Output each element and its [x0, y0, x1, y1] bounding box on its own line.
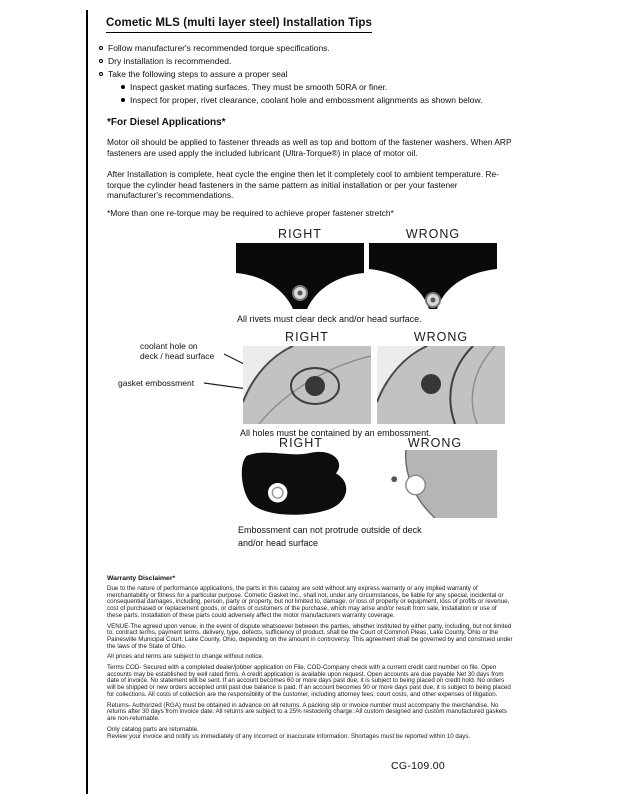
rivet-right-diagram: [236, 243, 364, 309]
page-code: CG-109.00: [391, 760, 446, 772]
rivet-caption: All rivets must clear deck and/or head surface.: [237, 314, 422, 324]
warranty-paragraph: Review your invoice and notify us immediately of any incorrect or inaccurate information. Shortages must be reported within 10 days.: [107, 733, 471, 741]
wrong-column-label: WRONG: [405, 227, 461, 241]
diesel-applications-heading: *For Diesel Applications*: [107, 117, 226, 128]
rivet-wrong-diagram: [369, 243, 497, 309]
coolant-right-diagram: [243, 346, 371, 424]
embossment-right-diagram: [237, 450, 365, 518]
warranty-paragraph: Due to the nature of performance applications, the parts in this catalog are sold without any express warranty or any implied warranty of merchantability or fitness for a particular purpose. Cometic Gasket Inc., shall not, under any circumstances, be liable for any special, incidental or consequential damages, including, person, party or property, but not limited to, damage, or loss of property or equipment, loss of profits or revenue, cost of purchased or replacement goods, or claims of customers of the purchase, which may arise and/or result from sale, installation or use of these parts. Installation of these parts could adversely affect the motor manufacturers warranty coverage.: [107, 585, 510, 619]
holes-caption: All holes must be contained by an embossment.: [240, 428, 432, 438]
embossment-label: gasket embossment: [118, 378, 195, 388]
tip-item: [99, 57, 579, 67]
circle-bullet-icon: [99, 72, 103, 76]
circle-bullet-icon: [99, 59, 103, 63]
warranty-paragraph: Only catalog parts are returnable.: [107, 725, 199, 733]
protrude-caption-line2: and/or head surface: [238, 537, 319, 548]
dot-bullet-icon: [121, 85, 125, 89]
dot-bullet-icon: [121, 98, 125, 102]
sub-tip-item: [99, 96, 579, 106]
wrong-column-label: WRONG: [407, 436, 463, 450]
wrong-column-label: WRONG: [413, 330, 469, 344]
tip-item: [99, 70, 579, 80]
circle-bullet-icon: [99, 46, 103, 50]
sub-tip-item: [99, 83, 579, 93]
installation-tips-list: [99, 44, 579, 109]
coolant-hole-label-line1: coolant hole on: [140, 341, 198, 351]
right-column-label: RIGHT: [278, 227, 322, 241]
tip-text: Inspect for proper, rivet clearance, coolant hole and embossment alignments as shown below.: [130, 95, 483, 105]
warranty-paragraph: Returns- Authorized (RGA) must be obtained in advance on all returns. A packing slip or invoice number must accompany the merchandise. No returns after 30 days from invoice date. All returns are subject to a 25% restocking charge. All custom designed and custom manufactured gaskets are non-returnable.: [107, 701, 507, 722]
right-column-label: RIGHT: [285, 330, 329, 344]
diesel-paragraph-oil: Motor oil should be applied to fastener threads as well as top and bottom of the fastener washers. When ARP fasteners are used apply the included lubricant (Ultra-Torque®) in place of motor oil.: [107, 137, 512, 158]
page-title: Cometic MLS (multi layer steel) Installation Tips: [106, 17, 372, 33]
protrude-caption-line1: Embossment can not protrude outside of deck: [238, 525, 422, 535]
coolant-hole-label-line2: deck / head surface: [140, 351, 215, 361]
tip-text: Take the following steps to assure a proper seal: [108, 69, 288, 79]
retorque-note: *More than one re-torque may be required to achieve proper fastener stretch*: [107, 208, 394, 218]
warranty-disclaimer: [107, 575, 513, 745]
tip-text: Inspect gasket mating surfaces. They must be smooth 50RA or finer.: [130, 82, 388, 92]
right-column-label: RIGHT: [279, 436, 323, 450]
embossment-wrong-diagram: [371, 450, 499, 518]
warranty-heading: Warranty Disclaimer*: [107, 575, 176, 582]
diesel-paragraph-retorque: After Installation is complete, heat cycle the engine then let it completely cool to ambient temperature. Re-torque the cylinder head fasteners in the same pattern as initial installation or per your fastener manufacturer's recommendations.: [107, 169, 499, 201]
warranty-paragraph: Terms COD- Secured with a completed dealer/jobber application on File, COD-Company check with a current credit card number on file. Open accounts may be established by well rated firms. A credit application is available upon request. Open accounts are due payable Net 30 days from date of invoice. No statement will be sent. If an account becomes 60 or more days past due, it is subject to being placed on credit hold. No orders will be shipped or new orders accepted until past due balance is paid. If an account becomes 90 or more days past due, it is subject to being placed for collections. All costs of collection are the responsibility of the customer, including attorney fees, court costs, and other expenses of litigation.: [107, 664, 511, 698]
left-spine-rule: [86, 10, 88, 794]
tip-text: Follow manufacturer's recommended torque specifications.: [108, 43, 330, 53]
tip-item: [99, 44, 579, 54]
warranty-paragraph: All prices and terms are subject to change without notice.: [107, 653, 264, 661]
protrude-caption: [238, 524, 422, 549]
coolant-wrong-diagram: [377, 346, 505, 424]
warranty-paragraph: VENUE-The agreed upon venue, in the event of dispute whatsoever between the parties, whether instituted by either party, including, but not limited to, contract terms, payment terms, delivery, type, defects, sufficiency of product, shall be the Court of Common Pleas, Lake County, Ohio or the Painesville Municipal Court, Lake County, Ohio, depending on the amount in controversy. This agreement shall be governed by and construed under the laws of the State of Ohio.: [107, 622, 513, 650]
tip-text: Dry installation is recommended.: [108, 56, 232, 66]
